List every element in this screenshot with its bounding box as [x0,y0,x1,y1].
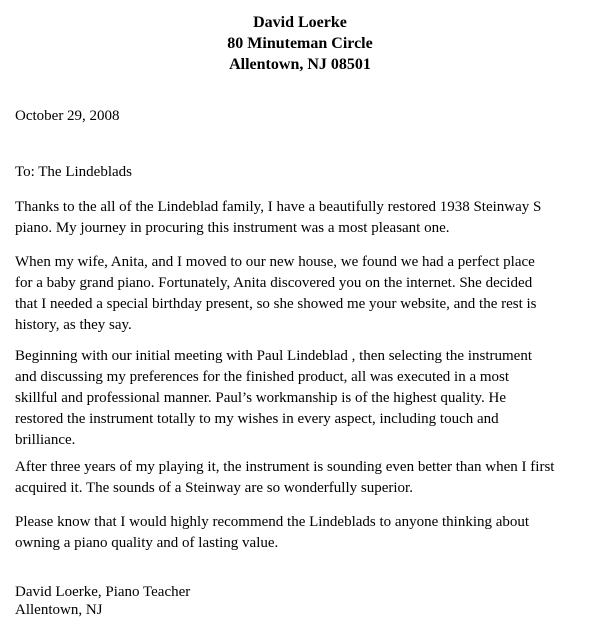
sender-street: 80 Minuteman Circle [227,35,373,52]
paragraph-line: restored the instrument totally to my wishes in every aspect, including touch and [15,411,499,427]
paragraph-line: skillful and professional manner. Paul’s workmanship is of the highest quality. He [15,390,507,406]
paragraph-line: brilliance. [15,432,76,448]
paragraph-line: acquired it. The sounds of a Steinway are so wonderfully superior. [15,480,413,496]
paragraph-line: piano. My journey in procuring this instrument was a most pleasant one. [15,220,450,236]
paragraph-line: Beginning with our initial meeting with Paul Lindeblad , then selecting the instrument [15,348,532,364]
paragraph-line: for a baby grand piano. Fortunately, Anita discovered you on the internet. She decided [15,275,533,291]
paragraph-5 [15,512,595,554]
sender-city: Allentown, NJ 08501 [229,56,371,73]
paragraph-line: Please know that I would highly recommend the Lindeblads to anyone thinking about [15,514,530,530]
paragraph-line: Thanks to the all of the Lindeblad family, I have a beautifully restored 1938 Steinway S [15,199,542,215]
paragraph-line: and discussing my preferences for the finished product, all was executed in a most [15,369,510,385]
paragraph-3 [15,346,595,451]
paragraph-1 [15,197,595,239]
signature-location: Allentown, NJ [15,602,103,618]
letterhead [0,12,600,75]
paragraph-line: After three years of my playing it, the instrument is sounding even better than when I first [15,459,555,475]
paragraph-4 [15,457,595,499]
paragraph-line: When my wife, Anita, and I moved to our new house, we found we had a perfect place [15,254,535,270]
letter-date: October 29, 2008 [15,108,120,124]
paragraph-line: owning a piano quality and of lasting value. [15,535,279,551]
paragraph-line: that I needed a special birthday present, so she showed me your website, and the rest is [15,296,537,312]
salutation: To: The Lindeblads [15,164,132,180]
signature-name: David Loerke, Piano Teacher [15,584,191,600]
paragraph-line: history, as they say. [15,317,132,333]
sender-name: David Loerke [253,14,347,31]
paragraph-2 [15,252,595,336]
